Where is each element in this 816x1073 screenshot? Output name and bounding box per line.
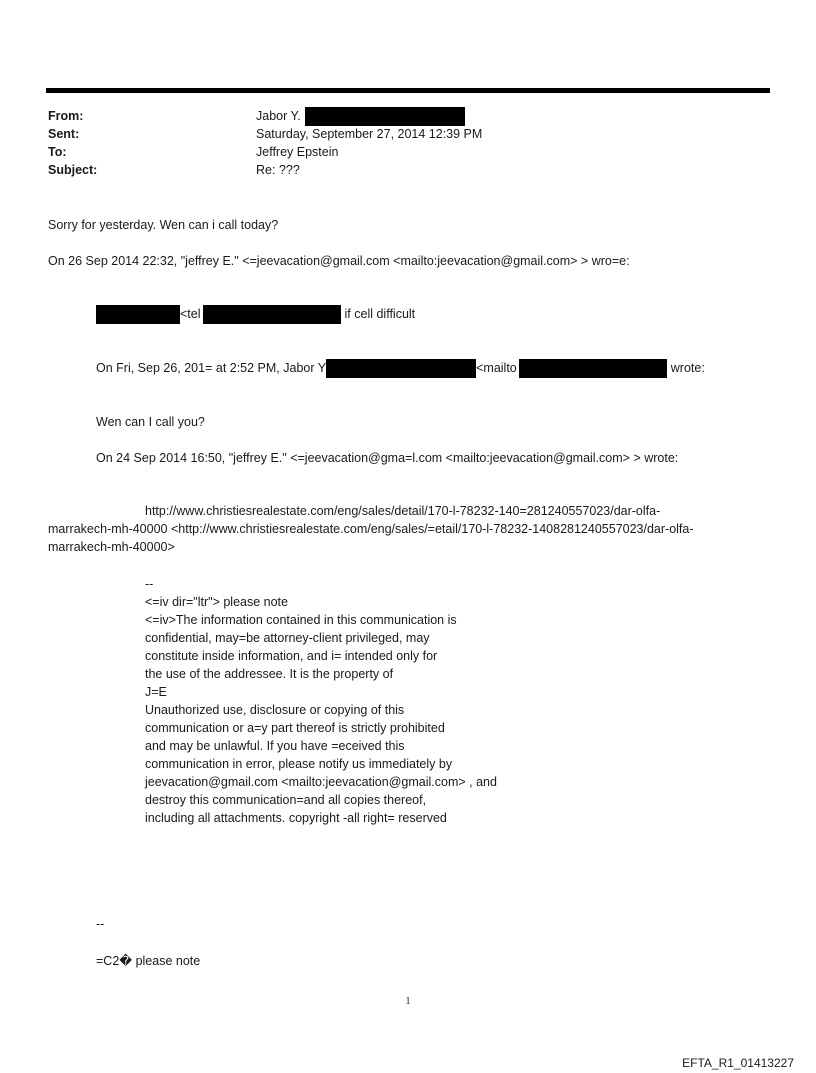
body-line-sorry: Sorry for yesterday. Wen can i call today? [48,218,279,232]
url-line-3: marrakech-mh-40000> [48,540,175,554]
disclaimer-line: jeevacation@gmail.com <mailto:jeevacation@gmail.com> , and [145,775,497,789]
redaction-box [203,305,341,324]
url-line-1: http://www.christiesrealestate.com/eng/sales/detail/170-l-78232-140=281240557023/dar-olfa- [145,504,661,518]
disclaimer-line: -- [145,577,154,591]
disclaimer-line: communication in error, please notify us immediately by [145,757,453,771]
disclaimer-line: J=E [145,685,167,699]
body-line-tel [96,305,415,324]
from-label: From: [48,109,84,123]
body-line-fri [96,359,705,378]
disclaimer-line: constitute inside information, and i= intended only for [145,649,438,663]
subject-label: Subject: [48,163,98,177]
header-rule [46,88,770,93]
to-value: Jeffrey Epstein [256,145,339,159]
disclaimer-line: the use of the addressee. It is the property of [145,667,394,681]
redaction-box [519,359,667,378]
body-line-wen: Wen can I call you? [96,415,205,429]
redaction-box [305,107,465,126]
body-line-quote-24: On 24 Sep 2014 16:50, "jeffrey E." <=jeevacation@gma=l.com <mailto:jeevacation@gmail.com> > wrote: [96,451,679,465]
disclaimer-line: confidential, may=be attorney-client privileged, may [145,631,430,645]
disclaimer-line: <=iv dir="ltr"> please note [145,595,288,609]
page-number: 1 [405,996,411,1007]
disclaimer-line: Unauthorized use, disclosure or copying of this [145,703,405,717]
fri-suffix: wrote: [670,361,705,375]
disclaimer-line: including all attachments. copyright -all right= reserved [145,811,447,825]
bates-number: EFTA_R1_01413227 [682,1056,794,1070]
url-line-2: marrakech-mh-40000 <http://www.christiesrealestate.com/eng/sales/=etail/170-l-78232-1408281240557023/dar-olfa- [48,522,694,536]
redaction-box [326,359,476,378]
sent-label: Sent: [48,127,80,141]
from-name: Jabor Y. [256,109,301,123]
fri-mailto: <mailto [476,361,517,375]
disclaimer-line: destroy this communication=and all copies thereof, [145,793,427,807]
from-value [256,107,465,126]
disclaimer-line: communication or a=y part thereof is strictly prohibited [145,721,445,735]
body-c2-line: =C2� please note [96,954,201,968]
tel-label: <tel [180,307,201,321]
disclaimer-line: <=iv>The information contained in this communication is [145,613,457,627]
to-label: To: [48,145,67,159]
sent-value: Saturday, September 27, 2014 12:39 PM [256,127,483,141]
tel-suffix: if cell difficult [344,307,416,321]
fri-prefix: On Fri, Sep 26, 201= at 2:52 PM, Jabor Y [96,361,327,375]
body-dashes: -- [96,917,105,931]
redaction-box [96,305,180,324]
disclaimer-line: and may be unlawful. If you have =eceived this [145,739,405,753]
body-line-quote-26: On 26 Sep 2014 22:32, "jeffrey E." <=jeevacation@gmail.com <mailto:jeevacation@gmail.com> > wro=e: [48,254,630,268]
subject-value: Re: ??? [256,163,300,177]
